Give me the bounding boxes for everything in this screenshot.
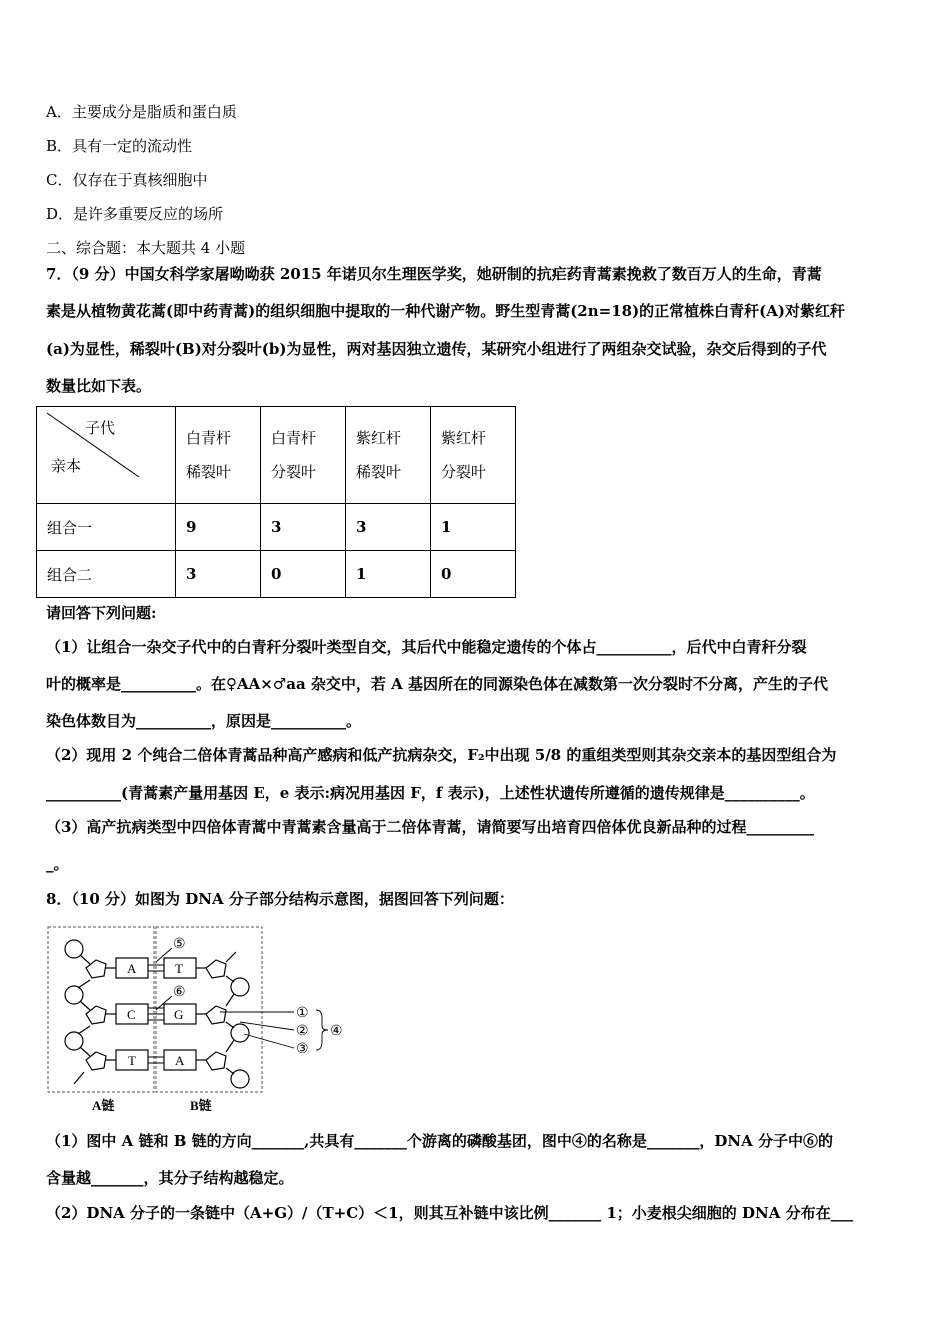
table-header-cell: 白青杆 分裂叶	[261, 407, 346, 504]
base-label-right: T	[175, 961, 183, 976]
table-cell: 3	[346, 504, 431, 551]
chain-a-label: A链	[92, 1098, 115, 1113]
option-d: D．是许多重要反应的场所	[46, 205, 224, 223]
q7-sub-line-3: 染色体数目为__________，原因是__________。	[46, 712, 362, 730]
q8-title: 8．（10 分）如图为 DNA 分子部分结构示意图，据图回答下列问题：	[46, 890, 514, 908]
q8-sub-line-1: （1）图中 A 链和 B 链的方向_______,共具有_______个游离的磷酸基团，图中④的名称是_______，DNA 分子中⑥的	[46, 1132, 833, 1150]
corner-top-label: 子代	[84, 419, 115, 437]
q7-line-1: 7．（9 分）中国女科学家屠呦呦获 2015 年诺贝尔生理医学奖，她研制的抗疟药青蒿素挽救了数百万人的生命，青蒿	[46, 265, 822, 283]
base-label-left: A	[127, 961, 137, 976]
q7-line-2: 素是从植物黄花蒿(即中药青蒿)的组织细胞中提取的一种代谢产物。野生型青蒿(2n=18)的正常植株白青秆(A)对紫红秆	[46, 302, 846, 320]
base-label-left: C	[127, 1007, 136, 1022]
q7-line-3: (a)为显性，稀裂叶(B)对分裂叶(b)为显性，两对基因独立遗传，某研究小组进行了两组杂交试验，杂交后得到的子代	[46, 340, 827, 358]
label-2: ②	[296, 1024, 309, 1039]
q7-sub-line-6: （3）高产抗病类型中四倍体青蒿中青蒿素含量高于二倍体青蒿，请简要写出培育四倍体优良新品种的过程_________	[46, 818, 814, 836]
label-3: ③	[296, 1042, 309, 1057]
chain-b-box	[156, 927, 262, 1092]
q7-line-4: 数量比如下表。	[46, 377, 152, 395]
dna-structure-diagram	[44, 922, 364, 1117]
label-1: ①	[296, 1006, 309, 1021]
table-header-cell: 紫红杆 分裂叶	[431, 407, 516, 504]
row-label: 组合一	[37, 504, 176, 551]
option-c: C．仅存在于真核细胞中	[46, 171, 208, 189]
section-title: 二、综合题：本大题共 4 小题	[46, 239, 246, 257]
q8-sub-line-3: （2）DNA 分子的一条链中（A+G）/（T+C）＜1，则其互补链中该比例_______ 1；小麦根尖细胞的 DNA 分布在___	[46, 1204, 854, 1222]
chain-b-backbone	[196, 952, 249, 1088]
option-a: A．主要成分是脂质和蛋白质	[46, 103, 237, 121]
row-label: 组合二	[37, 551, 176, 598]
q7-sub-line-7: _。	[46, 855, 69, 873]
q8-sub-line-2: 含量越_______，其分子结构越稳定。	[46, 1169, 294, 1187]
chain-b-label: B链	[190, 1098, 212, 1113]
table-header-row	[37, 407, 516, 504]
table-cell: 3	[261, 504, 346, 551]
table-cell: 0	[261, 551, 346, 598]
label-6: ⑥	[173, 985, 186, 1000]
table-corner-cell	[37, 407, 176, 504]
table-cell: 1	[431, 504, 516, 551]
table-header-cell: 紫红杆 稀裂叶	[346, 407, 431, 504]
label-5: ⑤	[173, 937, 186, 952]
base-label-right: G	[174, 1007, 184, 1022]
q7-sub-line-5: __________(青蒿素产量用基因 E，e 表示:病况用基因 F，f 表示)，上述性状遗传所遵循的遗传规律是__________。	[46, 784, 815, 802]
q7-sub-line-4: （2）现用 2 个纯合二倍体青蒿品种高产感病和低产抗病杂交，F₂中出现 5/8 的重组类型则其杂交亲本的基因型组合为	[46, 746, 837, 764]
chain-a-box	[48, 927, 154, 1092]
option-b: B．具有一定的流动性	[46, 137, 193, 155]
chain-a-backbone	[65, 940, 116, 1084]
table-row	[37, 504, 516, 551]
q7-sub-line-2: 叶的概率是__________。在♀AA×♂aa 杂交中，若 A 基因所在的同源染色体在减数第一次分裂时不分离，产生的子代	[46, 675, 829, 693]
corner-bottom-label: 亲本	[51, 457, 82, 475]
table-cell: 3	[176, 551, 261, 598]
q7-prompt: 请回答下列问题:	[46, 604, 157, 622]
q7-sub-line-1: （1）让组合一杂交子代中的白青秆分裂叶类型自交，其后代中能稳定遗传的个体占__________，后代中白青秆分裂	[46, 638, 807, 656]
table-cell: 0	[431, 551, 516, 598]
table-header-cell: 白青杆 稀裂叶	[176, 407, 261, 504]
table-cell: 9	[176, 504, 261, 551]
table-cell: 1	[346, 551, 431, 598]
table-row	[37, 551, 516, 598]
base-label-right: A	[175, 1053, 185, 1068]
base-label-left: T	[128, 1053, 136, 1068]
label-4: ④	[330, 1024, 343, 1039]
offspring-ratio-table	[36, 406, 516, 598]
